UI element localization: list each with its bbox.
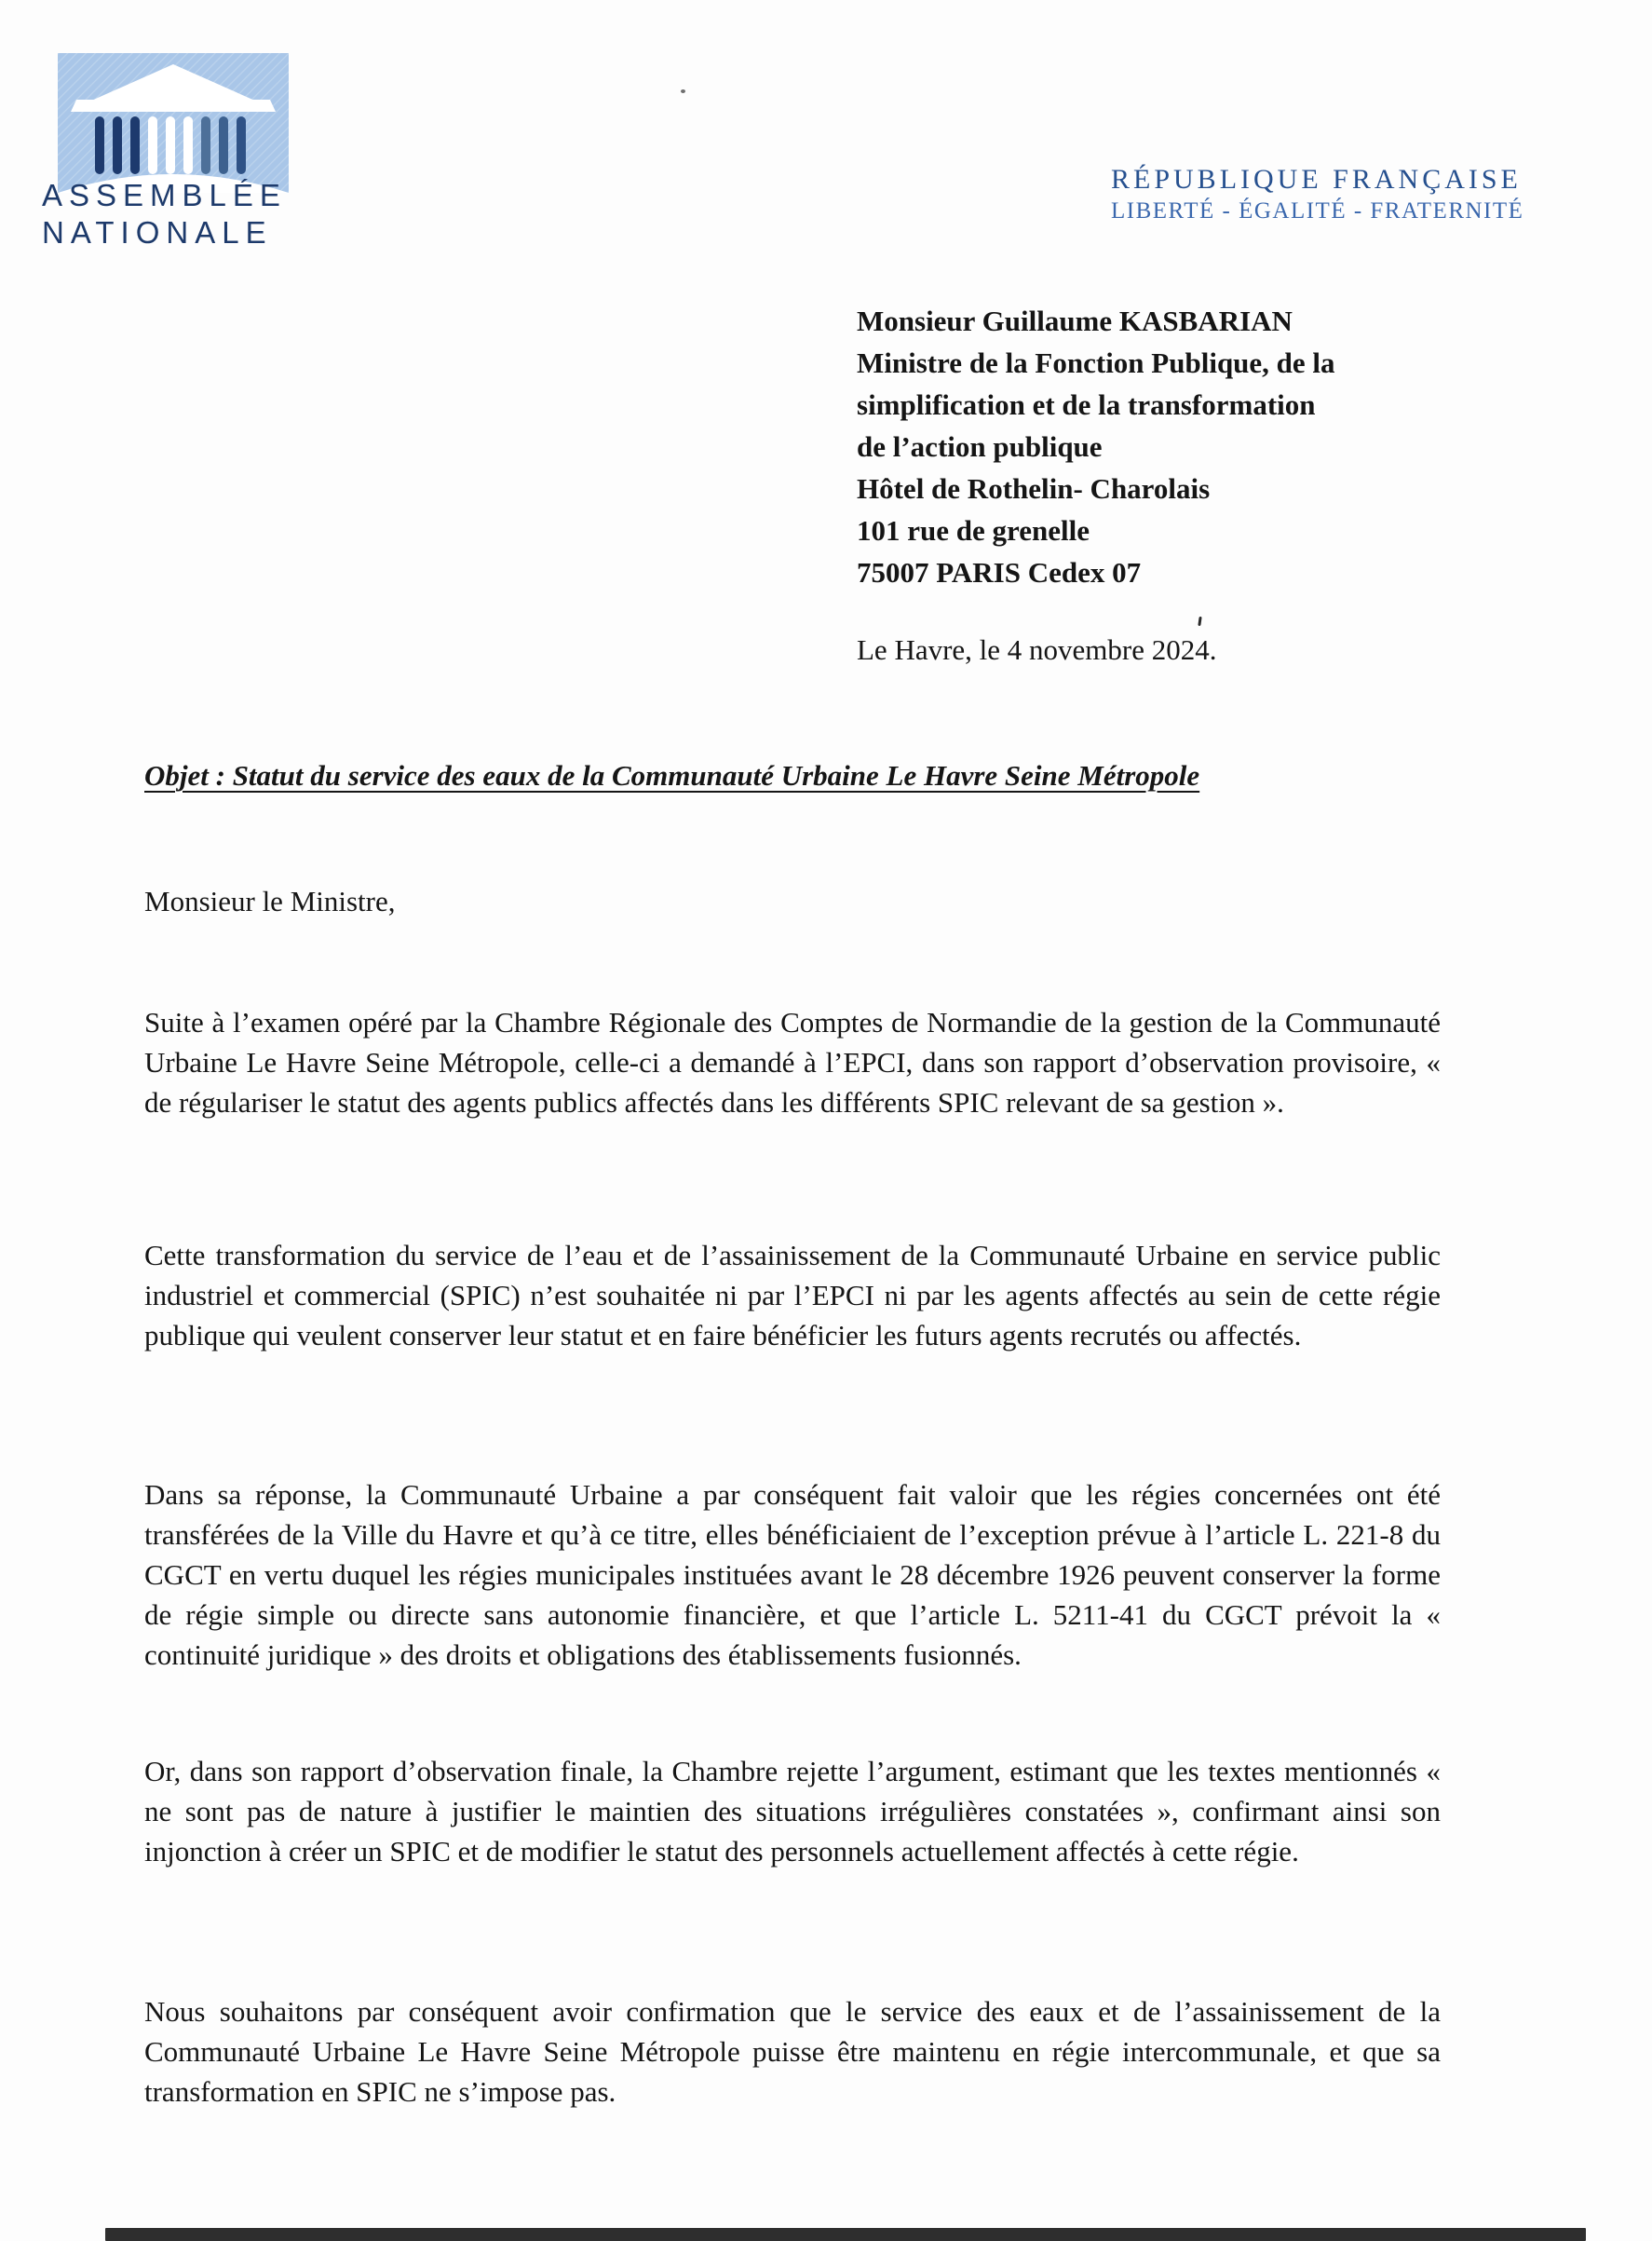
salutation: Monsieur le Ministre,: [144, 885, 396, 917]
temple-icon: [58, 53, 289, 193]
recipient-line: Hôtel de Rothelin- Charolais: [857, 472, 1211, 505]
republique-francaise-block: [1111, 163, 1539, 226]
recipient-line: Monsieur Guillaume KASBARIAN: [857, 305, 1293, 337]
org-name: [42, 177, 287, 251]
recipient-address-block: [857, 300, 1453, 593]
org-name-line2: NATIONALE: [42, 215, 273, 250]
recipient-line: simplification et de la transformation: [857, 388, 1316, 421]
body-paragraph: Dans sa réponse, la Communauté Urbaine a par conséquent fait valoir que les régies concernées ont été transférées de la Ville du Havre et qu’à ce titre, elles bénéficiaient de l’exception prévue à l’article L. 221-8 du CGCT en vertu duquel les régies municipales instituées avant le 28 décembre 1926 peuvent conserver la forme de régie simple ou directe sans autonomie financière, et que l’article L. 5211-41 du CGCT prévoit la « continuité juridique » des droits et obligations des établissements fusionnés.: [144, 1478, 1441, 1671]
republique-francaise-label: RÉPUBLIQUE FRANÇAISE: [1111, 164, 1522, 195]
body-paragraph: Cette transformation du service de l’eau et de l’assainissement de la Communauté Urbaine en service public industriel et commercial (SPIC) n’est souhaitée ni par l’EPCI ni par les agents affectés au sein de cette régie publique qui veulent conserver leur statut et en faire bénéficier les futurs agents recrutés ou affectés.: [144, 1239, 1441, 1351]
org-name-line1: ASSEMBLÉE: [42, 178, 287, 212]
assemblee-nationale-logo-icon: [58, 53, 289, 193]
body-paragraph: Or, dans son rapport d’observation finale, la Chambre rejette l’argument, estimant que les textes mentionnés « ne sont pas de nature à justifier le maintien des situations irrégulières constatées », confirmant ainsi son injonction à créer un SPIC et de modifier le statut des personnels actuellement affectés à cette régie.: [144, 1755, 1441, 1868]
place-date-line: Le Havre, le 4 novembre 2024.: [857, 633, 1217, 666]
recipient-line: Ministre de la Fonction Publique, de la: [857, 346, 1335, 379]
body-paragraph: Suite à l’examen opéré par la Chambre Régionale des Comptes de Normandie de la gestion de la Communauté Urbaine Le Havre Seine Métropole, celle-ci a demandé à l’EPCI, dans son rapport d’observation provisoire, « de régulariser le statut des agents publics affectés dans les différents SPIC relevant de sa gestion ».: [144, 1006, 1441, 1119]
devise-label: LIBERTÉ - ÉGALITÉ - FRATERNITÉ: [1111, 198, 1524, 224]
subject-line: Objet : Statut du service des eaux de la Communauté Urbaine Le Havre Seine Métropole: [144, 759, 1200, 792]
recipient-line: 75007 PARIS Cedex 07: [857, 556, 1142, 589]
body-paragraph: Nous souhaitons par conséquent avoir confirmation que le service des eaux et de l’assainissement de la Communauté Urbaine Le Havre Seine Métropole puisse être maintenu en régie intercommunale, et que sa transformation en SPIC ne s’impose pas.: [144, 1995, 1441, 2108]
scan-artifact-dot: [681, 89, 685, 93]
scan-edge-strip: [105, 2228, 1586, 2241]
scan-artifact-tick: [1198, 617, 1201, 626]
recipient-line: 101 rue de grenelle: [857, 514, 1090, 547]
recipient-line: de l’action publique: [857, 430, 1103, 463]
